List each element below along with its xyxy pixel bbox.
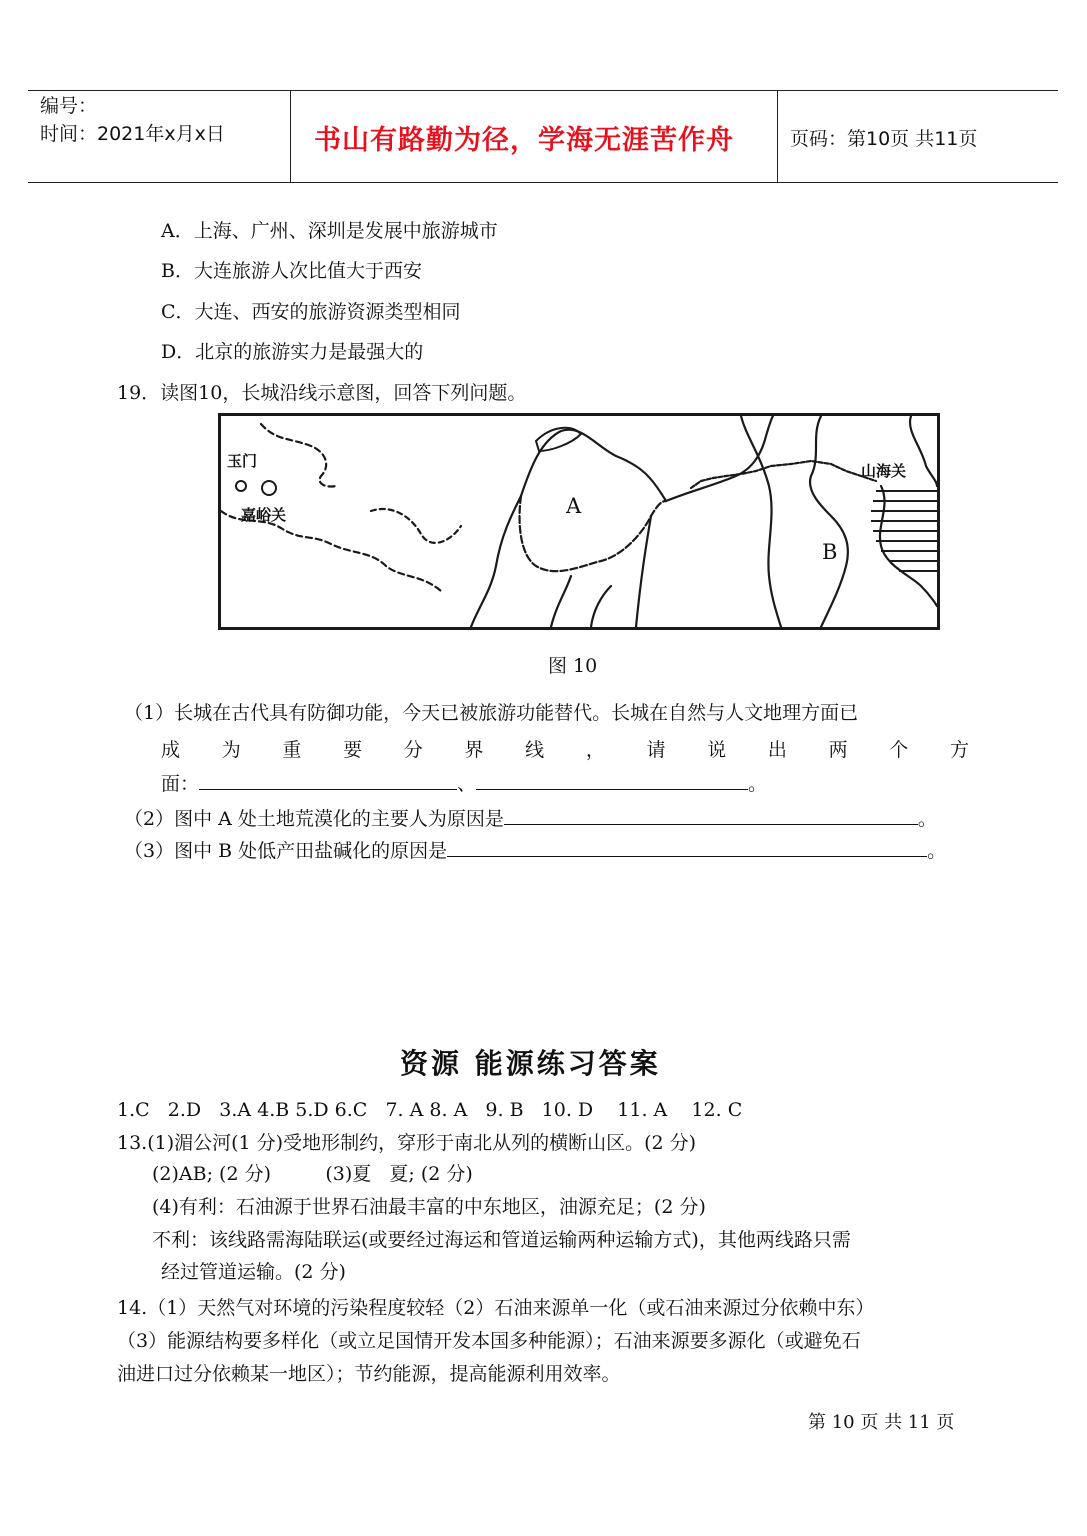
header-number-label: 编号： [40,95,98,117]
q19-part1-end: 。 [748,773,768,795]
answers-line-3: (2)AB; (2 分) (3)夏 夏; (2 分) [152,1163,473,1185]
map-border-line-3 [371,509,461,543]
q19-part1-spread-char: 方 [949,739,969,761]
river-east-1 [666,416,773,501]
option-d: D．北京的旅游实力是最强大的 [161,341,424,363]
option-a: A．上海、广州、深圳是发展中旅游城市 [161,220,498,242]
yellow-river-west [521,430,666,501]
answers-line-9: 油进口过分依赖某一地区）；节约能源，提高能源利用效率。 [117,1363,621,1385]
great-wall-map [218,413,940,630]
header-bottom-rule [28,182,1058,183]
q19-part1-spread-char: 成 [161,739,181,761]
q19-part3 [124,838,946,864]
question-19-stem: 19．读图10，长城沿线示意图，回答下列问题。 [117,382,527,404]
header-motto: 书山有路勤为径，学海无涯苦作舟 [314,125,734,156]
q19-part2 [124,806,937,832]
map-drawing [221,416,937,627]
answer-blank-3[interactable] [447,838,927,857]
q19-part1-spread-char: 请 [646,739,666,761]
answers-line-7: 14.（1）天然气对环境的污染程度较轻（2）石油来源单一化（或石油来源过分依赖中东） [117,1297,875,1319]
q19-part1-spread-char: 重 [282,739,302,761]
q19-part1-line2 [161,735,969,762]
q19-part1-spread-char: 个 [889,739,909,761]
answer-blank-1b[interactable] [476,771,748,790]
map-label-a: A [566,494,582,518]
answers-line-2: 13.(1)湄公河(1 分)受地形制约，穿形于南北从列的横断山区。(2 分) [117,1132,697,1154]
header-divider-right [777,90,778,182]
q19-part1-line3 [161,771,767,797]
footer-page-label: 第 10 页 共 11 页 [808,1412,955,1433]
map-border-line-1 [261,424,336,487]
yellow-river-south [636,516,651,627]
q19-part1-spread-char: 要 [343,739,363,761]
map-label-jiayuguan: 嘉峪关 [241,506,287,524]
answers-line-1: 1.C 2.D 3.A 4.B 5.D 6.C 7. A 8. A 9. B 10. D 11. A 12. C [117,1099,743,1121]
q19-part1-spread-char: 出 [767,739,787,761]
header-top-rule [28,90,1058,91]
q19-part1-spread-char: 分 [403,739,423,761]
q19-part1-spread-char: 界 [464,739,484,761]
answer-blank-2[interactable] [504,806,918,825]
river-south-2 [551,576,571,627]
q19-part1-spread-char: 线 [525,739,545,761]
q19-part3-end: 。 [927,840,947,862]
q19-part1-spread-char: ， [585,739,605,761]
map-label-yumen: 玉门 [227,452,258,470]
option-c: C．大连、西安的旅游资源类型相同 [161,301,461,323]
map-coast-east [810,416,848,627]
yumen-marker [236,481,246,491]
great-wall-east [691,461,876,488]
answers-line-8: （3）能源结构要多样化（或立足国情开发本国多种能源）；石油来源要多源化（或避免石 [117,1330,861,1352]
q19-part1-spread-text [161,735,969,762]
header-page-label: 页码：第10页 共11页 [790,128,978,150]
figure-caption: 图 10 [548,655,598,677]
q19-part1-sep: 、 [457,773,477,795]
answers-line-6: 经过管道运输。(2 分) [161,1261,346,1283]
map-label-shanhaiguan: 山海关 [861,462,907,480]
q19-part1-spread-char: 说 [707,739,727,761]
river-west-tributary [471,496,521,627]
map-coast-sea [880,486,937,606]
map-label-b: B [822,540,838,564]
q19-part1-spread-char: 两 [828,739,848,761]
answers-title: 资源 能源练习答案 [400,1047,661,1080]
answers-line-4: (4)有利：石油源于世界石油最丰富的中东地区，油源充足；(2 分) [152,1196,706,1218]
header-divider-left [290,90,291,182]
option-b: B．大连旅游人次比值大于西安 [161,260,422,282]
q19-part1-line1: （1）长城在古代具有防御功能，今天已被旅游功能替代。长城在自然与人文地理方面已 [124,702,859,724]
river-south-3 [591,586,611,627]
q19-part2-end: 。 [917,808,937,830]
answer-blank-1a[interactable] [199,771,457,790]
header-time-label: 时间：2021年x月x日 [40,123,225,145]
map-coast-northeast [910,416,937,486]
answers-line-5: 不利：该线路需海陆联运(或要经过海运和管道运输两种运输方式)，其他两线路只需 [152,1229,851,1251]
q19-part1-prefix: 面： [161,773,200,795]
sea-hatching [871,491,937,571]
q19-part2-text: （2）图中 A 处土地荒漠化的主要人为原因是 [124,808,504,830]
q19-part1-spread-char: 为 [221,739,241,761]
lake-marker [262,481,276,495]
q19-part3-text: （3）图中 B 处低产田盐碱化的原因是 [124,840,448,862]
